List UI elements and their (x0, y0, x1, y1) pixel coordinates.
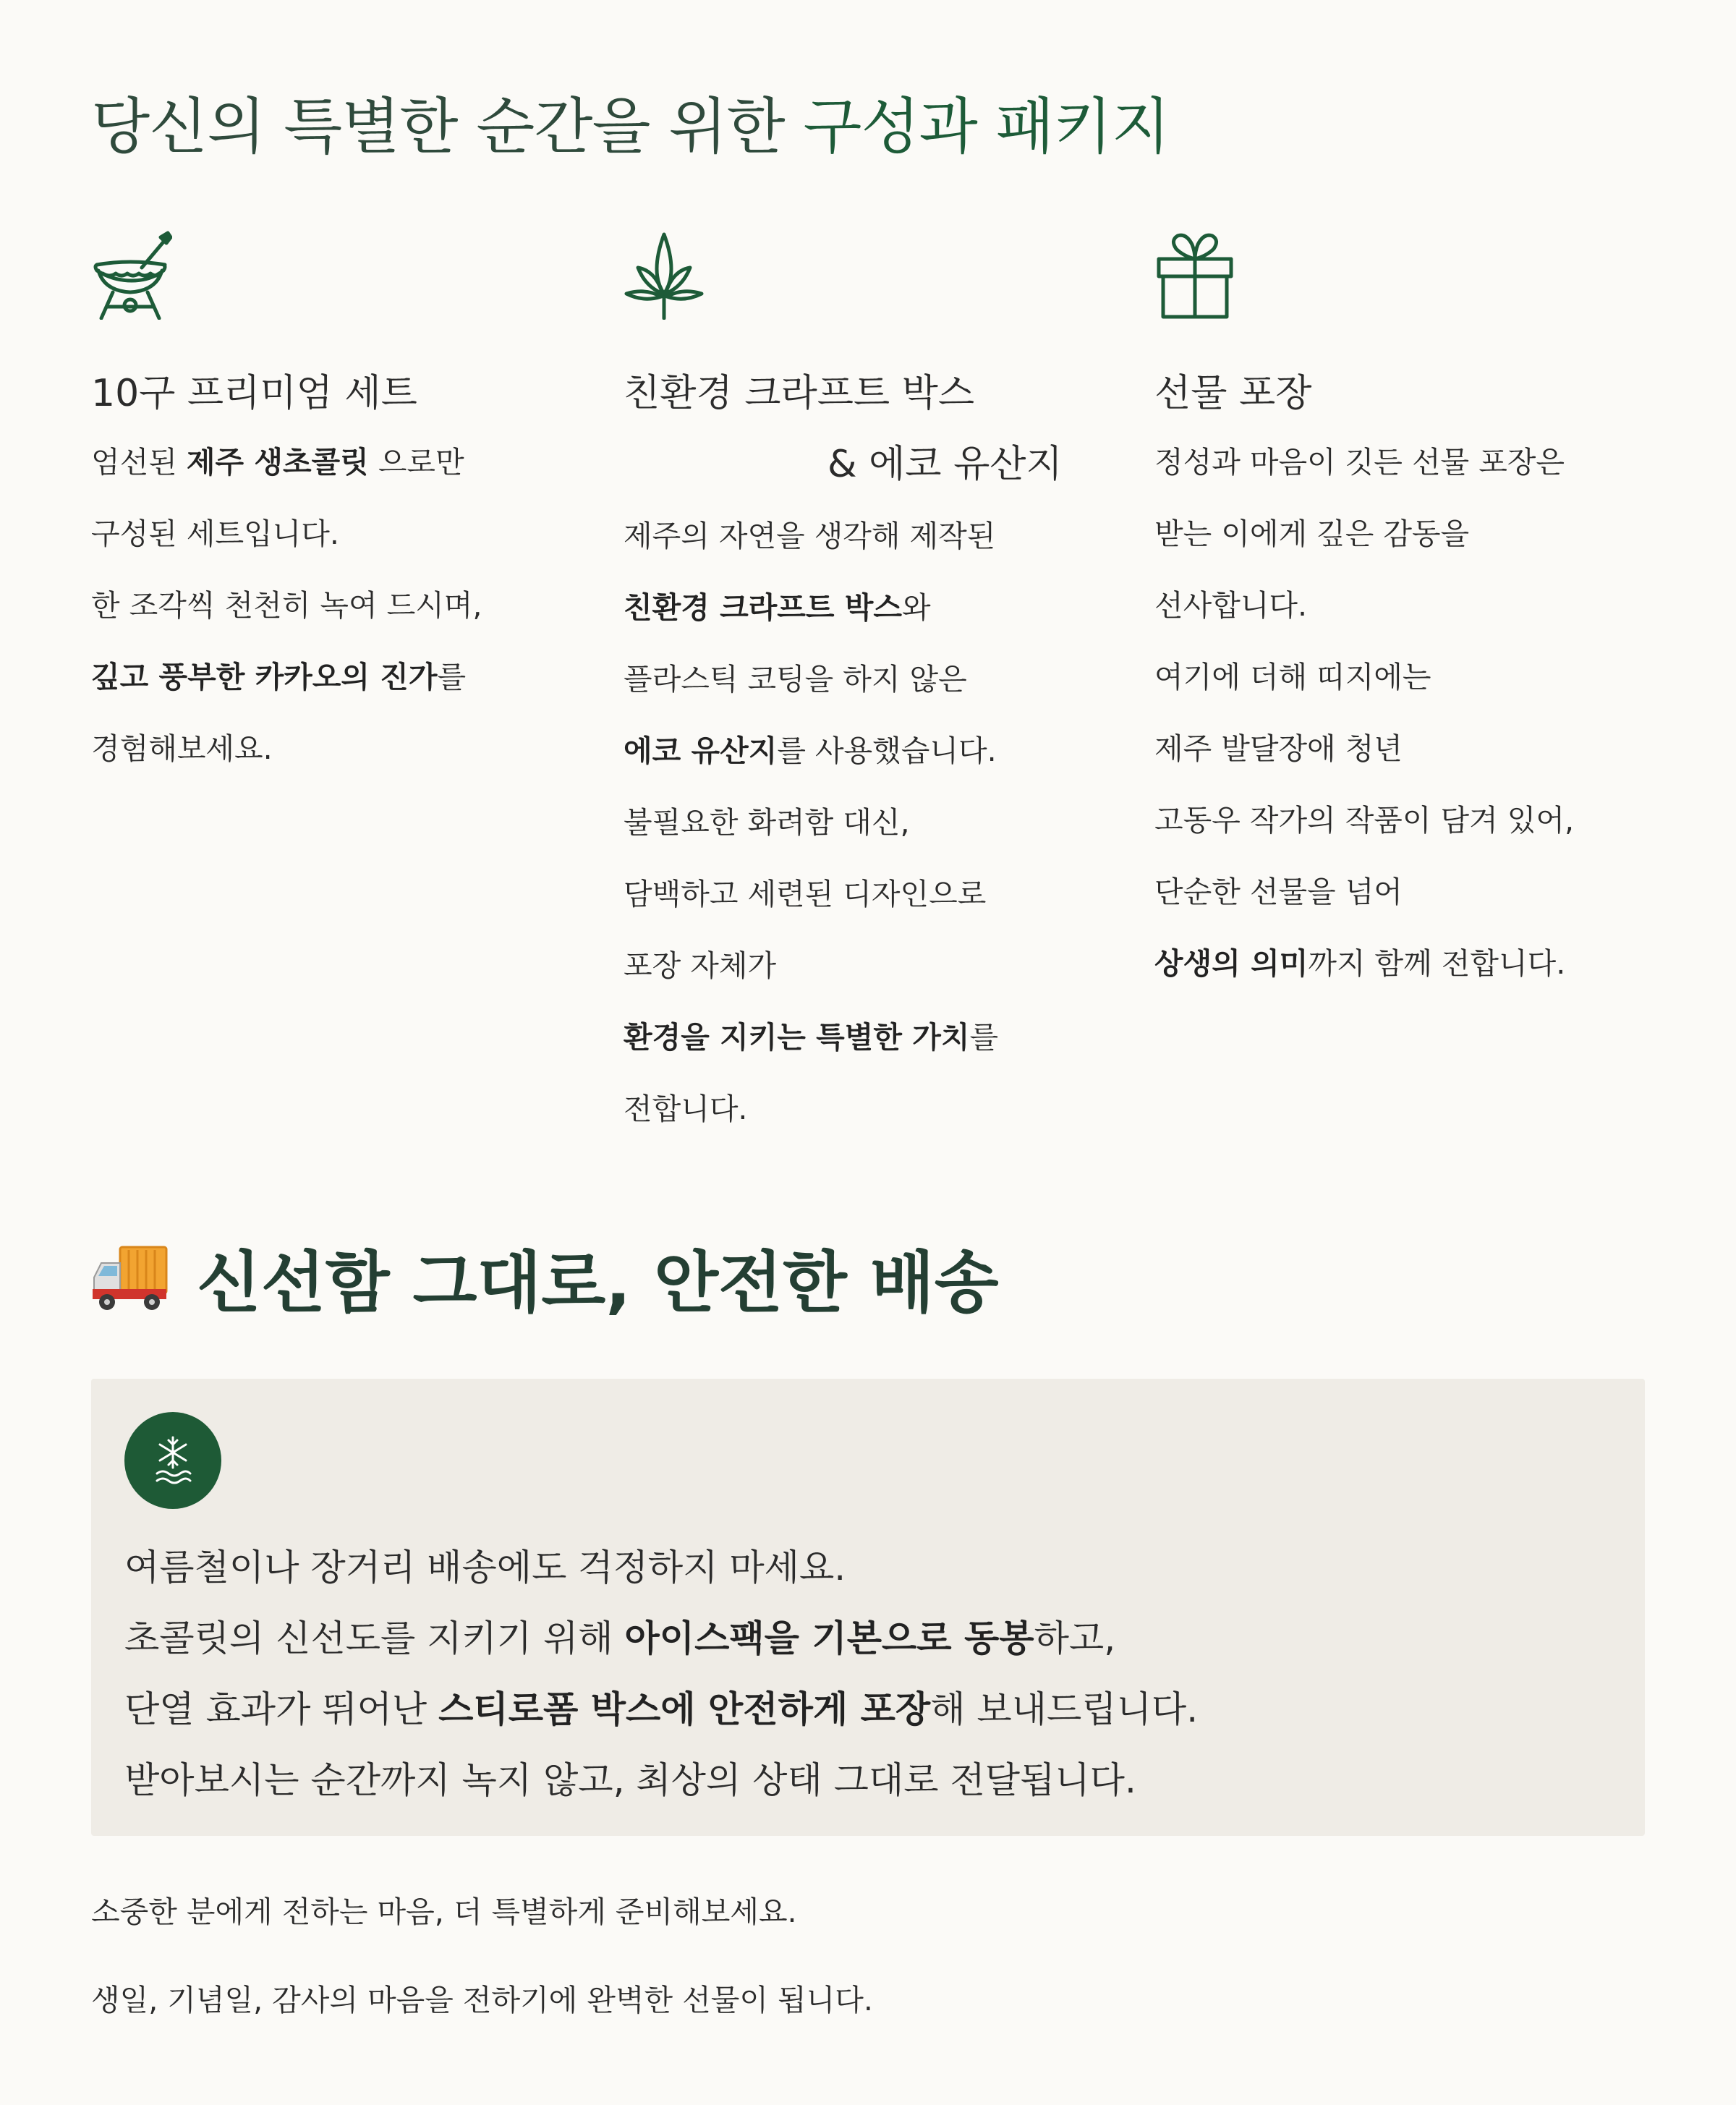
description-line: 포장 자체가 (624, 948, 777, 983)
description-line: 경험해보세요. (91, 731, 273, 766)
feature-description (91, 427, 569, 785)
description-line: 여기에 더해 띠지에는 (1154, 660, 1431, 694)
notice-line: 받아보시는 순간까지 녹지 않고, 최상의 상태 그대로 전달됩니다. (124, 1759, 1136, 1801)
description-line: 구성된 세트입니다. (91, 516, 339, 551)
delivery-truck-icon (91, 1243, 168, 1312)
description-line: 고동우 작가의 작품이 담겨 있어, (1154, 803, 1575, 838)
description-line: 친환경 크라프트 박스와 (624, 590, 931, 625)
notice-line: 초콜릿의 신선도를 지키기 위해 아이스팩을 기본으로 동봉하고, (124, 1617, 1116, 1659)
feature-column-eco-box (624, 230, 1101, 1145)
description-line: 제주 발달장애 청년 (1154, 731, 1403, 766)
description-line: 에코 유산지를 사용했습니다. (624, 733, 997, 768)
feature-description (1154, 427, 1632, 1000)
delivery-section-title (91, 1230, 999, 1325)
gift-box-icon (1154, 230, 1235, 320)
delivery-notice-text (124, 1532, 1198, 1816)
footer-line: 생일, 기념일, 감사의 마음을 전하기에 완벽한 선물이 됩니다. (91, 1983, 873, 2017)
snowflake-icon (150, 1434, 196, 1487)
description-line: 깊고 풍부한 카카오의 진가를 (91, 660, 467, 694)
page-title (91, 78, 1170, 166)
description-line: 정성과 마음이 깃든 선물 포장은 (1154, 445, 1565, 480)
feature-column-gift-wrap (1154, 230, 1632, 1000)
description-line: 상생의 의미까지 함께 전합니다. (1154, 946, 1566, 981)
feature-heading-line2: & 에코 유산지 (827, 443, 1063, 486)
footer-line: 소중한 분에게 전하는 마음, 더 특별하게 준비해보세요. (91, 1894, 797, 1929)
delivery-notice-box (91, 1379, 1645, 1836)
description-line: 한 조각씩 천천히 녹여 드시며, (91, 588, 482, 623)
description-line: 제주의 자연을 생각해 제작된 (624, 519, 996, 553)
cold-pack-badge (124, 1412, 221, 1509)
notice-line: 여름철이나 장거리 배송에도 걱정하지 마세요. (124, 1547, 846, 1589)
description-line: 받는 이에게 깊은 감동을 (1154, 516, 1470, 551)
description-line: 전합니다. (624, 1092, 748, 1126)
notice-line: 단열 효과가 뛰어난 스티로폼 박스에 안전하게 포장해 보내드립니다. (124, 1688, 1199, 1730)
delivery-title-text: 신선함 그대로, 안전한 배송 (197, 1244, 999, 1322)
feature-description (624, 501, 1101, 1145)
description-line: 불필요한 화려함 대신, (624, 805, 910, 840)
feature-column-premium-set (91, 230, 569, 785)
leaf-icon (624, 230, 705, 320)
page-title-accent: 구성과 패키지 (803, 91, 1170, 162)
feature-heading (624, 357, 1101, 501)
page-title-plain: 당신의 특별한 순간을 위한 (91, 91, 804, 162)
feature-heading: 10구 프리미엄 세트 (91, 372, 417, 415)
feature-heading-line1: 친환경 크라프트 박스 (624, 372, 975, 415)
feature-heading: 선물 포장 (1154, 372, 1312, 415)
description-line: 플라스틱 코팅을 하지 않은 (624, 662, 967, 697)
description-line: 단순한 선물을 넘어 (1154, 875, 1403, 909)
description-line: 담백하고 세련된 디자인으로 (624, 877, 987, 911)
description-line: 선사합니다. (1154, 588, 1308, 623)
description-line: 환경을 지키는 특별한 가치를 (624, 1020, 999, 1055)
footer-text (91, 1868, 873, 2044)
description-line: 엄선된 제주 생초콜릿 으로만 (91, 445, 464, 480)
fondue-pot-icon (91, 230, 172, 320)
